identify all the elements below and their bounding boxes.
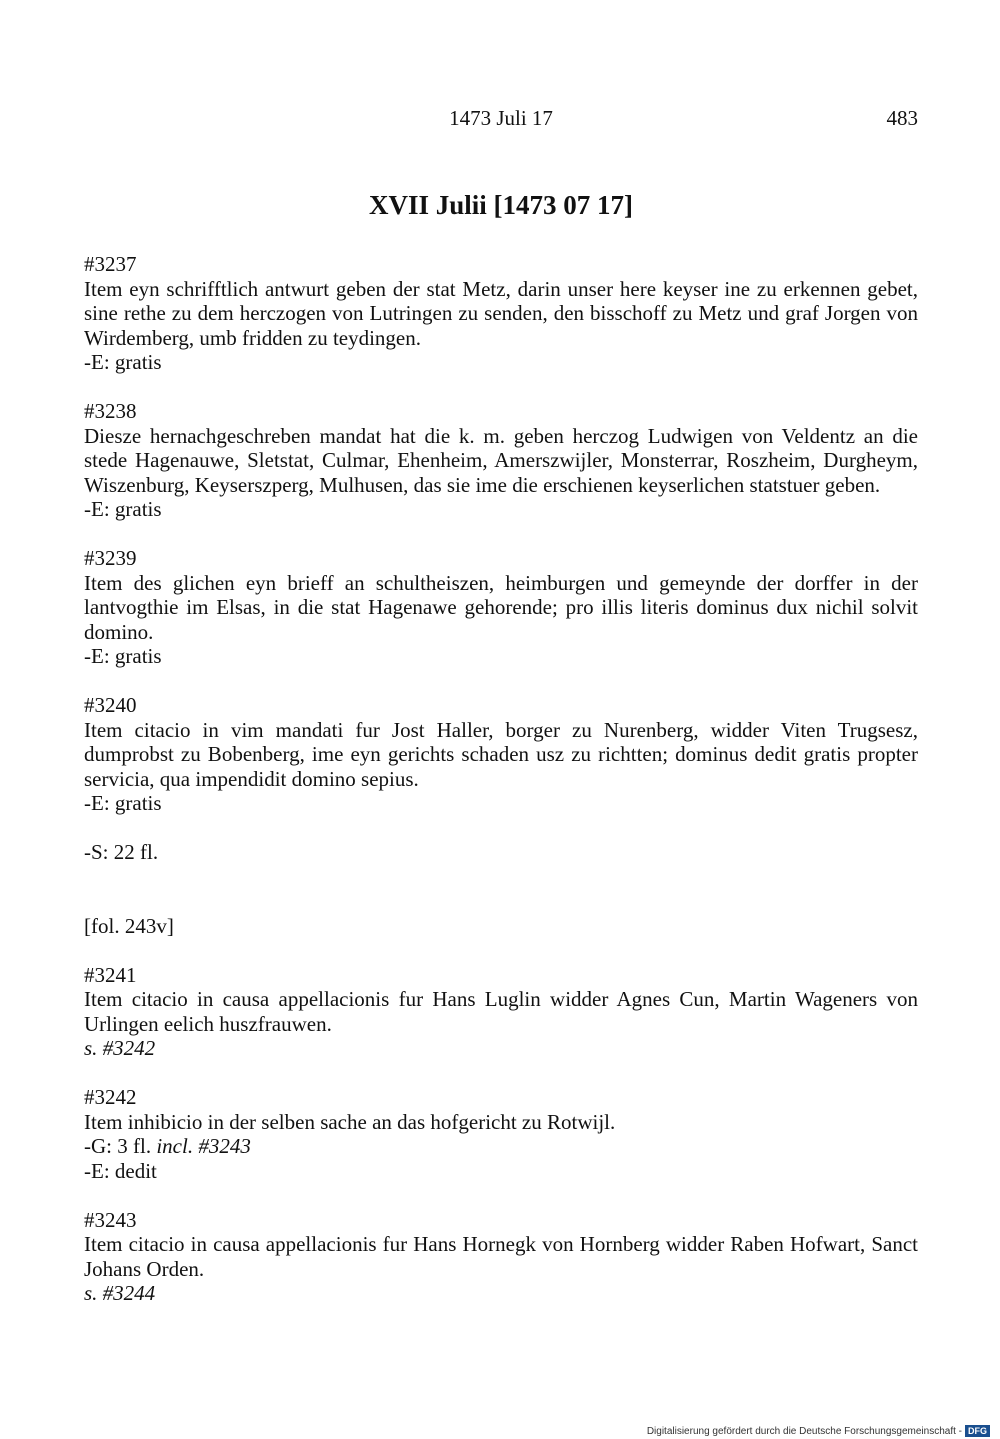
- entry-e-note: -E: dedit: [84, 1158, 157, 1183]
- entry-g-note: [84, 1134, 918, 1159]
- entry-text: Item citacio in vim mandati fur Jost Haller, borger zu Nurenberg, widder Viten Trugsesz, dumprobst zu Bobenberg, ime eyn gerichts schaden usz zu richtten; dominus dedit gratis propter servicia, qua impendidit domino sepius.: [84, 717, 918, 791]
- entry-text: Diesze hernachgeschreben mandat hat die k. m. geben herczog Ludwigen von Veldentz an die stede Hagenauwe, Sletstat, Culmar, Ehenheim, Amerszwijler, Monsterrar, Roszheim, Durgheym, Wiszenburg, Keyserszperg, Mulhusen, das sie ime die erschienen keyserlichen statstuer geben.: [84, 423, 918, 497]
- entry-id: #3240: [84, 693, 137, 717]
- sum-line: -S: 22 fl.: [84, 840, 159, 864]
- entry-id: #3237: [84, 252, 137, 276]
- dfg-logo: DFG: [965, 1425, 990, 1437]
- entry-id: #3239: [84, 546, 137, 570]
- sum-line-block: [84, 840, 918, 865]
- entry-id: #3243: [84, 1207, 137, 1232]
- entry-3243: [84, 1208, 918, 1306]
- entry-id: #3242: [84, 1085, 137, 1109]
- footer-text: Digitalisierung gefördert durch die Deutsche Forschungsgemeinschaft -: [646, 1425, 962, 1437]
- entry-id: #3241: [84, 962, 137, 987]
- entry-note: -E: gratis: [84, 791, 162, 815]
- folio-block: [84, 914, 918, 939]
- entry-text: Item citacio in causa appellacionis fur Hans Luglin widder Agnes Cun, Martin Wageners von Urlingen eelich huszfrauwen.: [84, 987, 918, 1036]
- entry-3237: [84, 252, 918, 375]
- entry-text: Item citacio in causa appellacionis fur Hans Hornegk von Hornberg widder Raben Hofwart, Sanct Johans Orden.: [84, 1232, 918, 1281]
- running-head-date: 1473 Juli 17: [449, 106, 553, 130]
- g-note-italic: incl. #3243: [156, 1134, 251, 1158]
- section-heading: XVII Julii [1473 07 17]: [368, 190, 633, 220]
- page-number: 483: [886, 106, 918, 130]
- entry-id: #3238: [84, 399, 137, 423]
- entry-reference: s. #3244: [84, 1281, 156, 1305]
- entry-3240: [84, 693, 918, 816]
- entry-reference: s. #3242: [84, 1036, 156, 1060]
- spacer: [84, 889, 918, 914]
- entry-text: Item eyn schrifftlich antwurt geben der stat Metz, darin unser here keyser ine zu erkennen gebet, sine rethe zu dem herczogen von Lutringen zu senden, den bisschoff zu Metz und graf Jorgen von Wirdemberg, umb fridden zu teydingen.: [84, 276, 918, 350]
- entry-text: Item des glichen eyn brieff an schultheiszen, heimburgen und gemeynde der dorffer in der lantvogthie im Elsas, in die stat Hagenawe gehorende; pro illis literis dominus dux nichil solvit domino.: [84, 570, 918, 644]
- entry-text: Item inhibicio in der selben sache an das hofgericht zu Rotwijl.: [84, 1109, 616, 1134]
- digitization-footer: [647, 1425, 990, 1437]
- entry-3238: [84, 399, 918, 522]
- entry-3242: [84, 1085, 918, 1183]
- entry-note: -E: gratis: [84, 350, 162, 374]
- entry-note: -E: gratis: [84, 644, 162, 668]
- document-body: [84, 252, 918, 1330]
- folio-marker: [fol. 243v]: [84, 913, 174, 938]
- entry-note: -E: gratis: [84, 497, 162, 521]
- entry-3241: [84, 963, 918, 1061]
- g-note-prefix: -G: 3 fl.: [84, 1134, 157, 1158]
- running-head: [84, 106, 918, 136]
- entry-3239: [84, 546, 918, 669]
